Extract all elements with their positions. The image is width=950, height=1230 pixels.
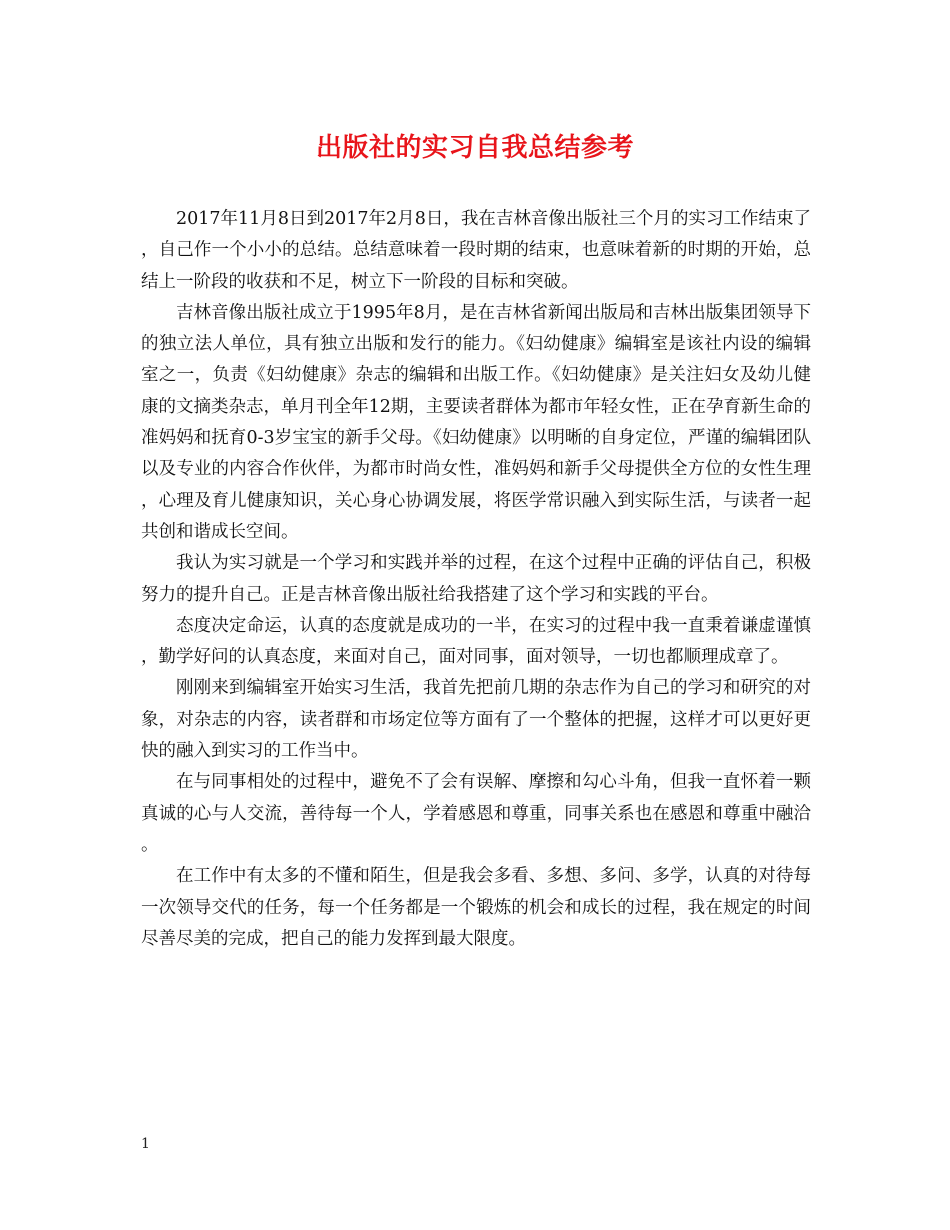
document-body <box>141 204 811 955</box>
paragraph-internship-period: 2017年11月8日到2017年2月8日，我在吉林音像出版社三个月的实习工作结束了，自己作一个小小的总结。总结意味着一段时期的结束，也意味着新的时期的开始，总结上一阶段的收获和不足，树立下一阶段的目标和突破。 <box>141 209 811 292</box>
page-number: 1 <box>141 1136 150 1152</box>
paragraph-getting-started: 刚刚来到编辑室开始实习生活，我首先把前几期的杂志作为自己的学习和研究的对象，对杂志的内容，读者群和市场定位等方面有了一个整体的把握，这样才可以更好更快的融入到实习的工作当中。 <box>141 678 811 762</box>
paragraph-publisher-intro: 吉林音像出版社成立于1995年8月，是在吉林省新闻出版局和吉林出版集团领导下的独立法人单位，具有独立出版和发行的能力。《妇幼健康》编辑室是该社内设的编辑室之一，负责《妇幼健康》杂志的编辑和出版工作。《妇幼健康》是关注妇女及幼儿健康的文摘类杂志，单月刊全年12期，主要读者群体为都市年轻女性，正在孕育新生命的准妈妈和抚育0-3岁宝宝的新手父母。《妇幼健康》以明晰的自身定位，严谨的编辑团队以及专业的内容合作伙伴，为都市时尚女性，准妈妈和新手父母提供全方位的女性生理，心理及育儿健康知识，关心身心协调发展，将医学常识融入到实际生活，与读者一起共创和谐成长空间。 <box>141 302 811 542</box>
paragraph-colleagues: 在与同事相处的过程中，避免不了会有误解、摩擦和勾心斗角，但我一直怀着一颗真诚的心与人交流，善待每一个人，学着感恩和尊重，同事关系也在感恩和尊重中融洽。 <box>141 772 811 855</box>
paragraph-attitude: 态度决定命运，认真的态度就是成功的一半，在实习的过程中我一直秉着谦虚谨慎，勤学好问的认真态度，来面对自己，面对同事，面对领导，一切也都顺理成章了。 <box>141 615 811 668</box>
paragraph-work-learning: 在工作中有太多的不懂和陌生，但是我会多看、多想、多问、多学，认真的对待每一次领导交代的任务，每一个任务都是一个锻炼的机会和成长的过程，我在规定的时间尽善尽美的完成，把自己的能力发挥到最大限度。 <box>141 866 811 949</box>
document-title: 出版社的实习自我总结参考 <box>315 133 634 163</box>
paragraph-internship-meaning: 我认为实习就是一个学习和实践并举的过程，在这个过程中正确的评估自己，积极努力的提升自己。正是吉林音像出版社给我搭建了这个学习和实践的平台。 <box>141 553 811 605</box>
